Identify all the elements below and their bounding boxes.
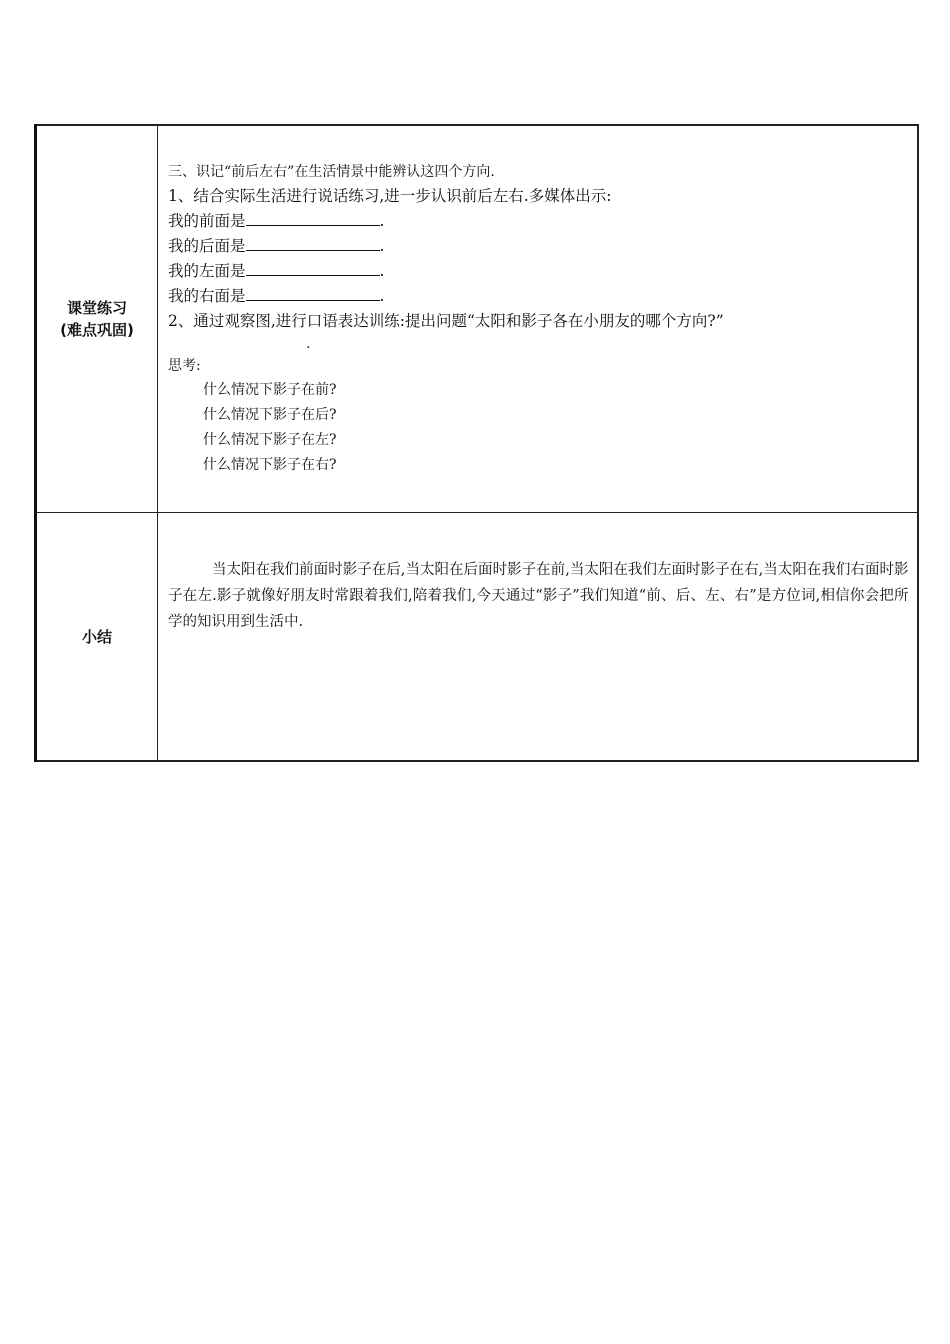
- exercise-row: [36, 125, 918, 513]
- summary-text: 当太阳在我们前面时影子在后,当太阳在后面时影子在前,当太阳在我们左面时影子在右,当太阳在我们右面时影子在左.影子就像好朋友时常跟着我们,陪着我们,今天通过“影子”我们知道“前、后、左、右”是方位词,相信你会把所学的知识用到生活中.: [168, 562, 909, 630]
- blank-suffix: .: [379, 287, 385, 305]
- summary-content: [158, 513, 918, 762]
- lesson-table: [34, 124, 919, 762]
- blank-line-front: [168, 209, 909, 234]
- blank-suffix: .: [379, 212, 385, 230]
- exercise-label: 课堂练习: [66, 299, 127, 317]
- summary-label-cell: [36, 513, 158, 762]
- question-back: 什么情况下影子在后?: [203, 407, 337, 423]
- blank-suffix: .: [379, 262, 385, 280]
- item-2-text: 2、通过观察图,进行口语表达训练:提出问题“太阳和影子各在小朋友的哪个方向?”: [168, 312, 724, 330]
- exercise-sublabel: (难点巩固): [60, 321, 134, 339]
- item-1-text: 1、结合实际生活进行说话练习,进一步认识前后左右.多媒体出示:: [168, 187, 612, 205]
- summary-row: [36, 513, 918, 762]
- blank-line-left: [168, 259, 909, 284]
- fill-blank: [246, 235, 380, 251]
- exercise-label-cell: [36, 125, 158, 513]
- think-label: 思考:: [168, 358, 201, 374]
- blank-prefix: 我的后面是: [168, 237, 246, 255]
- blank-line-right: [168, 284, 909, 309]
- question-left: 什么情况下影子在左?: [203, 432, 337, 448]
- blank-prefix: 我的左面是: [168, 262, 246, 280]
- item-2-dot: .: [306, 336, 311, 352]
- fill-blank: [246, 260, 380, 276]
- fill-blank: [246, 285, 380, 301]
- blank-prefix: 我的前面是: [168, 212, 246, 230]
- section-heading: 三、识记“前后左右”在生活情景中能辨认这四个方向.: [168, 164, 495, 180]
- blank-suffix: .: [379, 237, 385, 255]
- blank-line-back: [168, 234, 909, 259]
- summary-label: 小结: [81, 627, 112, 646]
- lesson-sheet: [34, 124, 916, 762]
- fill-blank: [246, 210, 380, 226]
- exercise-content: [158, 125, 918, 513]
- question-right: 什么情况下影子在右?: [203, 457, 337, 473]
- blank-prefix: 我的右面是: [168, 287, 246, 305]
- question-front: 什么情况下影子在前?: [203, 382, 337, 398]
